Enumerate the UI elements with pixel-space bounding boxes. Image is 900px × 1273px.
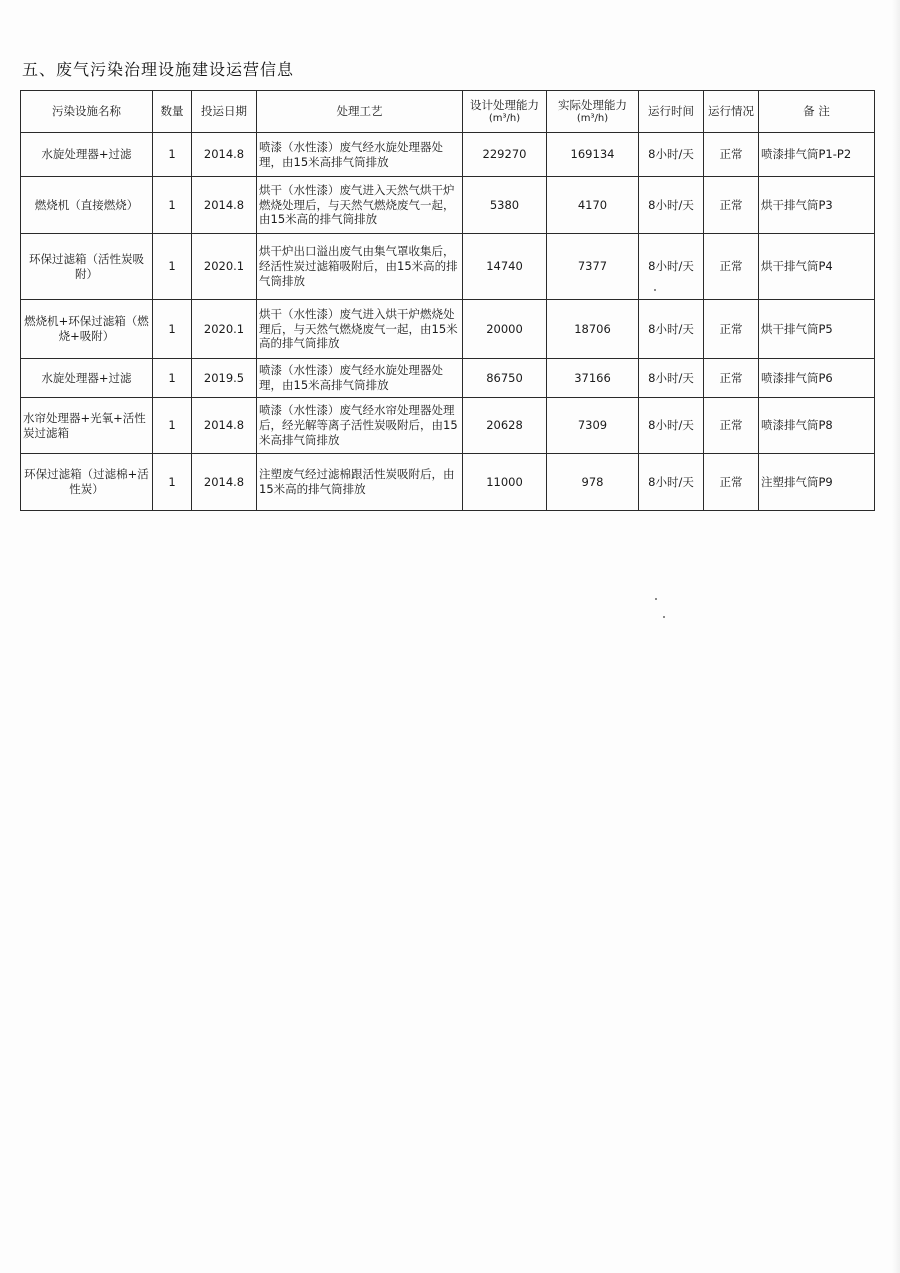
cell-run-time: 8小时/天 (639, 234, 704, 300)
cell-qty: 1 (153, 300, 192, 359)
cell-name: 环保过滤箱（过滤棉+活性炭） (21, 454, 153, 511)
cell-name: 燃烧机（直接燃烧） (21, 177, 153, 234)
header-actual-capacity-label: 实际处理能力 (558, 97, 627, 112)
cell-actual: 7309 (547, 398, 639, 454)
cell-date: 2014.8 (192, 454, 257, 511)
header-run-time: 运行时间 (639, 91, 704, 133)
cell-process: 烘干（水性漆）废气进入烘干炉燃烧处理后，与天然气燃烧废气一起，由15米高的排气筒排放 (257, 300, 463, 359)
cell-design: 20000 (463, 300, 547, 359)
cell-name: 水旋处理器+过滤 (21, 359, 153, 398)
cell-actual: 4170 (547, 177, 639, 234)
table-row (21, 177, 875, 234)
cell-date: 2020.1 (192, 300, 257, 359)
cell-remark: 喷漆排气筒P8 (759, 398, 875, 454)
cell-run-time: 8小时/天 (639, 454, 704, 511)
cell-design: 86750 (463, 359, 547, 398)
table-row (21, 234, 875, 300)
table-row (21, 133, 875, 177)
header-remark: 备 注 (759, 91, 875, 133)
section-title: 五、废气污染治理设施建设运营信息 (22, 60, 295, 79)
cell-status: 正常 (704, 359, 759, 398)
cell-date: 2019.5 (192, 359, 257, 398)
cell-name: 燃烧机+环保过滤箱（燃烧+吸附） (21, 300, 153, 359)
table-row (21, 300, 875, 359)
header-design-unit: (m³/h) (488, 113, 521, 125)
cell-design: 14740 (463, 234, 547, 300)
cell-process: 喷漆（水性漆）废气经水旋处理器处理，由15米高排气筒排放 (257, 133, 463, 177)
cell-process: 喷漆（水性漆）废气经水旋处理器处理，由15米高排气筒排放 (257, 359, 463, 398)
cell-process: 烘干炉出口溢出废气由集气罩收集后，经活性炭过滤箱吸附后，由15米高的排气筒排放 (257, 234, 463, 300)
scan-speck (663, 616, 665, 618)
cell-remark: 烘干排气筒P4 (759, 234, 875, 300)
cell-date: 2014.8 (192, 133, 257, 177)
table-row (21, 398, 875, 454)
cell-name: 水旋处理器+过滤 (21, 133, 153, 177)
cell-run-time: 8小时/天 (639, 177, 704, 234)
cell-run-time: 8小时/天 (639, 398, 704, 454)
cell-date: 2014.8 (192, 398, 257, 454)
cell-design: 229270 (463, 133, 547, 177)
cell-date: 2014.8 (192, 177, 257, 234)
scan-speck (655, 598, 657, 600)
cell-run-time: 8小时/天 (639, 133, 704, 177)
cell-name: 环保过滤箱（活性炭吸附） (21, 234, 153, 300)
cell-date: 2020.1 (192, 234, 257, 300)
scan-speck (654, 289, 656, 291)
cell-qty: 1 (153, 359, 192, 398)
cell-status: 正常 (704, 398, 759, 454)
cell-design: 5380 (463, 177, 547, 234)
header-design-capacity-label: 设计处理能力 (470, 97, 539, 112)
cell-status: 正常 (704, 133, 759, 177)
cell-qty: 1 (153, 234, 192, 300)
cell-status: 正常 (704, 234, 759, 300)
cell-actual: 37166 (547, 359, 639, 398)
scan-edge-shadow (892, 0, 900, 1273)
cell-qty: 1 (153, 398, 192, 454)
header-name: 污染设施名称 (21, 91, 153, 133)
cell-remark: 喷漆排气筒P6 (759, 359, 875, 398)
cell-run-time: 8小时/天 (639, 300, 704, 359)
cell-process: 注塑废气经过滤棉跟活性炭吸附后，由15米高的排气筒排放 (257, 454, 463, 511)
cell-process: 烘干（水性漆）废气进入天然气烘干炉燃烧处理后，与天然气燃烧废气一起，由15米高的排气筒排放 (257, 177, 463, 234)
cell-remark: 烘干排气筒P3 (759, 177, 875, 234)
cell-actual: 169134 (547, 133, 639, 177)
header-status: 运行情况 (704, 91, 759, 133)
header-actual-capacity (547, 91, 639, 133)
cell-actual: 978 (547, 454, 639, 511)
cell-run-time: 8小时/天 (639, 359, 704, 398)
cell-status: 正常 (704, 454, 759, 511)
cell-remark: 烘干排气筒P5 (759, 300, 875, 359)
header-design-capacity (463, 91, 547, 133)
header-process: 处理工艺 (257, 91, 463, 133)
cell-remark: 喷漆排气筒P1-P2 (759, 133, 875, 177)
table-row (21, 454, 875, 511)
cell-process: 喷漆（水性漆）废气经水帘处理器处理后，经光解等离子活性炭吸附后，由15米高排气筒排放 (257, 398, 463, 454)
cell-name: 水帘处理器+光氧+活性炭过滤箱 (21, 398, 153, 454)
cell-status: 正常 (704, 177, 759, 234)
cell-actual: 7377 (547, 234, 639, 300)
exhaust-facilities-table (20, 90, 875, 511)
cell-design: 11000 (463, 454, 547, 511)
cell-qty: 1 (153, 133, 192, 177)
cell-qty: 1 (153, 454, 192, 511)
header-actual-unit: (m³/h) (576, 113, 609, 125)
cell-qty: 1 (153, 177, 192, 234)
cell-actual: 18706 (547, 300, 639, 359)
cell-remark: 注塑排气筒P9 (759, 454, 875, 511)
cell-status: 正常 (704, 300, 759, 359)
table-row (21, 359, 875, 398)
header-date: 投运日期 (192, 91, 257, 133)
cell-design: 20628 (463, 398, 547, 454)
header-qty: 数量 (153, 91, 192, 133)
table-header-row (21, 91, 875, 133)
